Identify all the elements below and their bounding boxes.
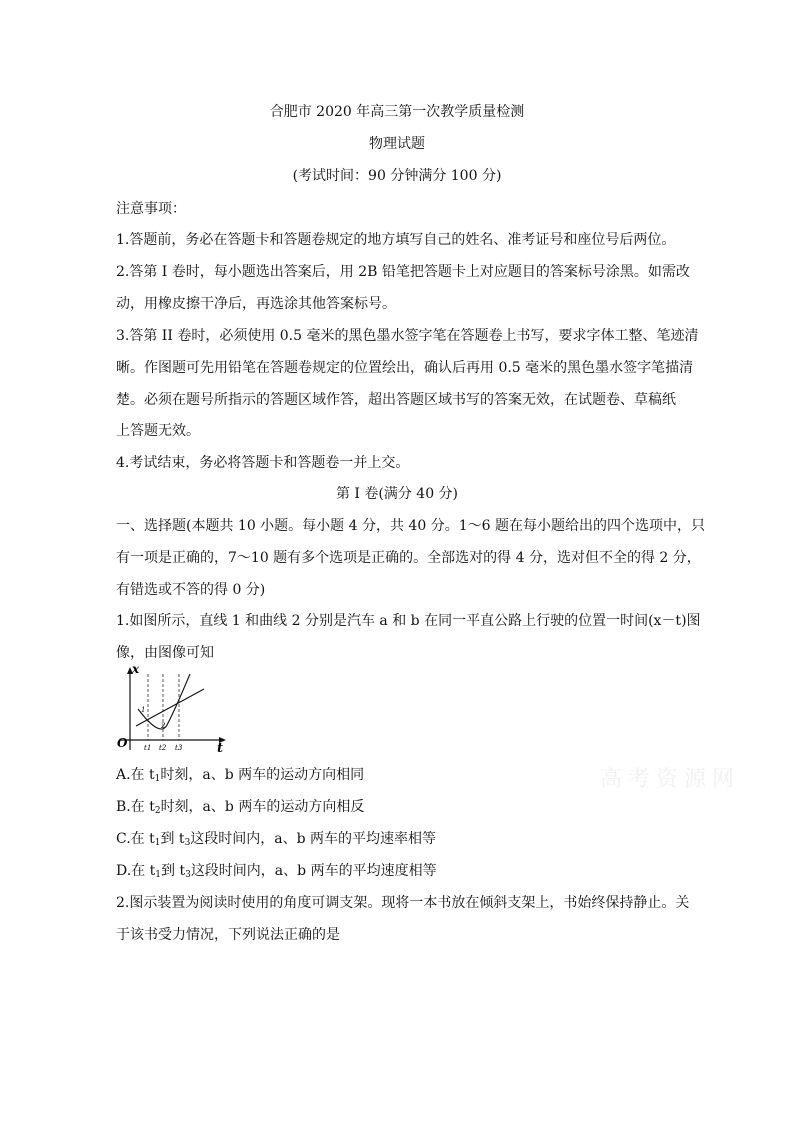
option-text: D.在 t (116, 863, 156, 879)
line-1-label: 1 (141, 706, 146, 714)
option-text: 到 t (160, 831, 185, 847)
subscript: 3 (185, 870, 191, 880)
note-line: 动，用橡皮擦干净后，再选涂其他答案标号。 (116, 296, 396, 312)
t-axis-label: t (217, 741, 224, 756)
option-d (116, 861, 437, 881)
xt-graph-figure (112, 660, 232, 756)
section-intro-line: 有错选或不答的得 0 分) (116, 582, 266, 598)
note-line: 2.答第 I 卷时，每小题选出答案后，用 2B 铅笔把答题卡上对应题目的答案标号涂黑。如需改 (116, 264, 690, 280)
option-c (116, 829, 436, 849)
x-axis-label: x (132, 662, 140, 676)
exam-title: 合肥市 2020 年高三第一次教学质量检测 (269, 104, 525, 120)
subscript: 1 (154, 838, 161, 848)
watermark: 高考资源网 (600, 767, 741, 792)
section-intro-line: 有一项是正确的，7～10 题有多个选项是正确的。全部选对的得 4 分，选对但不全的得 2 分， (116, 550, 701, 566)
option-text: A.在 t (116, 767, 155, 783)
option-text: 时刻，a、b 两车的运动方向相同 (160, 767, 365, 783)
section-intro-line: 一、选择题(本题共 10 小题。每小题 4 分，共 40 分。1～6 题在每小题给出的四个选项中，只 (116, 518, 705, 534)
option-a (116, 765, 364, 785)
subject-title: 物理试题 (369, 136, 425, 152)
option-text: C.在 t (116, 831, 155, 847)
note-line: 楚。必须在题号所指示的答题区域作答，超出答题区域书写的答案无效，在试题卷、草稿纸 (116, 392, 676, 408)
note-line: 1.答题前，务必在答题卡和答题卷规定的地方填写自己的姓名、准考证号和座位号后两位。 (116, 232, 676, 248)
subscript: 1 (154, 774, 161, 784)
note-line: 晰。作图题可先用铅笔在答题卷规定的位置绘出，确认后再用 0.5 毫米的黑色墨水签字笔描清 (116, 360, 694, 376)
option-text: 到 t (161, 863, 186, 879)
line-1 (136, 689, 204, 726)
option-b (116, 797, 364, 817)
curve-2-label: 2 (161, 722, 166, 730)
question-1-stem: 1.如图所示，直线 1 和曲线 2 分别是汽车 a 和 b 在同一平直公路上行驶的位置一时间(x－t)图 (116, 613, 701, 629)
t2-tick-label: t2 (159, 744, 167, 752)
option-text: 时刻，a、b 两车的运动方向相反 (160, 799, 365, 815)
t3-tick-label: t3 (175, 744, 183, 752)
question-2-stem: 2.图示装置为阅读时使用的角度可调支架。现将一本书放在倾斜支架上，书始终保持静止。关 (116, 895, 690, 911)
section-title: 第 I 卷(满分 40 分) (335, 486, 459, 502)
note-line: 4.考试结束，务必将答题卡和答题卷一并上交。 (116, 455, 410, 471)
exam-time: (考试时间：90 分钟满分 100 分) (292, 168, 502, 184)
note-line: 3.答第 II 卷时，必须使用 0.5 毫米的黑色墨水签字笔在答题卷上书写，要求字体工整、笔迹清 (116, 328, 699, 344)
xt-graph (112, 660, 232, 756)
option-text: 这段时间内，a、b 两车的平均速率相等 (190, 831, 437, 847)
subscript: 2 (154, 806, 161, 816)
question-1-stem: 像，由图像可知 (116, 645, 214, 661)
option-text: 这段时间内，a、b 两车的平均速度相等 (190, 863, 437, 879)
question-2-stem: 于该书受力情况，下列说法正确的是 (116, 927, 340, 943)
origin-label: O (117, 736, 128, 750)
notes-heading: 注意事项： (116, 201, 186, 217)
option-text: B.在 t (116, 799, 155, 815)
note-line: 上答题无效。 (116, 423, 200, 439)
subscript: 1 (155, 870, 161, 880)
t1-tick-label: t1 (144, 744, 152, 752)
subscript: 3 (184, 838, 191, 848)
